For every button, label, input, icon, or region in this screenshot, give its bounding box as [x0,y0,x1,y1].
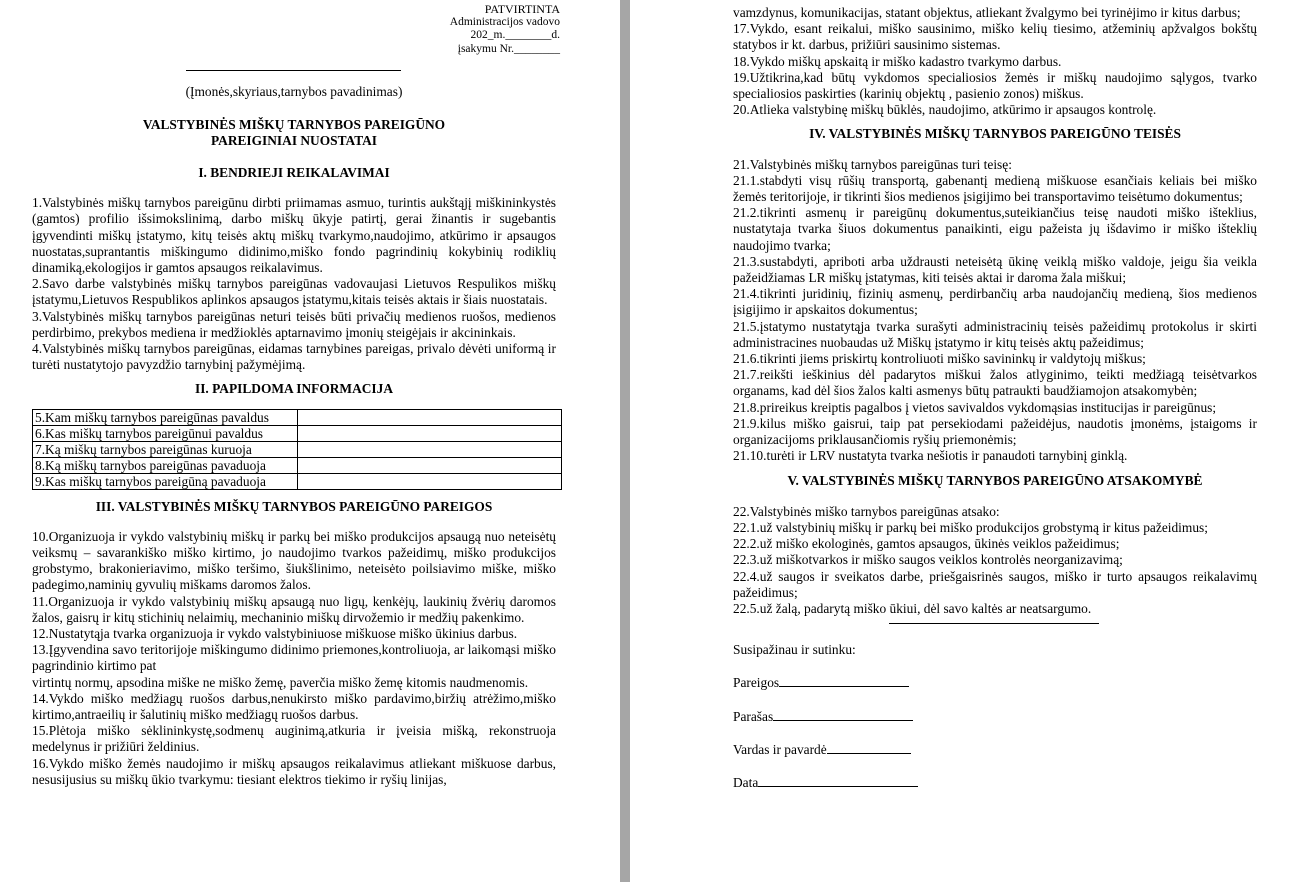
table-cell-value[interactable] [298,409,562,425]
title-line-1: VALSTYBINĖS MIŠKŲ TARNYBOS PAREIGŪNO [142,117,446,132]
paragraph: 17.Vykdo, esant reikalui, miško sausinimo, miško kelių tiesimo, atžeminių apžvalgos bokštų statybos ir kt. darbus, prižiūri sausinimo sistemas. [733,21,1257,53]
paragraph: 22.5.už žalą, padarytą miško ūkiui, dėl savo kaltės ar neatsargumo. [733,600,1092,616]
table-cell-label: 5.Kam miškų tarnybos pareigūnas pavaldus [33,409,298,425]
paragraph: 21.5.įstatymo nustatytąja tvarka surašyti administracinių teisės pažeidimų protokolus ir skirti administracines nuobaudas už Miškų įstatymo ir kitų teisės aktų pažeidimus; [733,318,1257,350]
table-row [33,409,562,425]
paragraph: 11.Organizuoja ir vykdo valstybinių miškų apsaugą nuo ligų, kenkėjų, laukinių žvėrių daromos žalos, gaisrų ir kitų stichinių nelaimių, mechaninio miškų dirvožemio ir medžių pakenkimo. [32,593,556,625]
date-blank[interactable] [758,774,918,787]
paragraph: 14.Vykdo miško medžiagų ruošos darbus,nenukirsto miško pardavimo,biržių atrėžimo,miško kirtimo,antraeilių ir šalutinių miško medžiagų ruošos darbus. [32,690,556,723]
paragraph: 2.Savo darbe valstybinės miškų tarnybos pareigūnas vadovaujasi Lietuvos Respulikos miškų įstatymu,Lietuvos Respublikos aplinkos apsaugos įstatymu,kitais teisės aktais ir šiais nuostatais. [32,276,556,308]
table-row [33,425,562,441]
date-field [733,774,1257,791]
approval-title: PATVIRTINTA [484,2,560,16]
section-5-heading: V. VALSTYBINĖS MIŠKŲ TARNYBOS PAREIGŪNO ATSAKOMYBĖ [787,473,1203,489]
paragraph: 16.Vykdo miško žemės naudojimo ir miškų apsaugos reikalavimus atliekant miškuose darbus, nesusijusius su miškų ūkio tvarkymu: tiesiant elektros tiekimo ir ryšių linijas, [32,755,556,787]
paragraph: virtintų normų, apsodina miške ne miško žemę, paverčia miško žemę kitomis naudmenomis. [32,674,529,690]
document-page-right [630,0,1305,882]
name-blank[interactable] [827,741,911,754]
section-1-heading: I. BENDRIEJI REIKALAVIMAI [198,165,390,180]
paragraph: 22.2.už miško ekologinės, gamtos apsaugos, ūkinės veiklos pažeidimus; [733,536,1120,552]
table-cell-value[interactable] [298,457,562,473]
signature-blank[interactable] [773,708,913,721]
section-2-heading: II. PAPILDOMA INFORMACIJA [194,381,393,397]
paragraph: vamzdynus, komunikacijas, statant objektus, atliekant žvalgymo bei tyrinėjimo ir kitus darbus; [733,5,1241,20]
paragraph: 12.Nustatytąja tvarka organizuoja ir vykdo valstybiniuose miškuose miško ūkinius darbus. [32,626,518,642]
table-row [33,441,562,457]
agreement-label: Susipažinau ir sutinku: [733,642,856,658]
table-cell-value[interactable] [298,473,562,489]
name-label: Vardas ir pavardė [733,741,827,757]
page-gutter [620,0,630,882]
document-page-left [0,0,620,882]
signature-label: Parašas [733,708,774,724]
approval-order-line: įsakymu Nr.________ [457,42,560,55]
section-4-heading: IV. VALSTYBINĖS MIŠKŲ TARNYBOS PAREIGŪNO TEISĖS [809,126,1181,142]
paragraph: 4.Valstybinės miškų tarnybos pareigūnas, eidamas tarnybines pareigas, privalo dėvėti uniformą ir turėti nustatytojo pavyzdžio tarnybinį pažymėjimą. [32,341,556,373]
right-page-content [733,5,1257,791]
paragraph: 22.1.už valstybinių miškų ir parkų bei miško produkcijos grobstymą ir kitus pažeidimus; [733,519,1208,535]
info-table [32,409,562,490]
approval-line: Administracijos vadovo [449,16,560,29]
paragraph: 19.Užtikrina,kad būtų vykdomos specialiosios žemės ir miškų naudojimo sąlygos, tvarko specialiosios paskirties (karinių objektų , pasienio zonos) miškus. [733,69,1257,102]
paragraph: 21.9.kilus miško gaisrui, taip pat persekiodami pažeidėjus, naudotis įmonėms, įstaigoms ir organizacijoms priklausančiomis ryšių priemonėmis; [733,415,1257,448]
paragraph: 21.2.tikrinti asmenų ir pareigūnų dokumentus,suteikiančius teisę naudoti miško išteklius, nustatytaja tvarka šiuos dokumentus panaikinti, eigu pažeista jų išdavimo ir miško išteklių naudojimo tvarka; [733,205,1257,253]
section-3-heading: III. VALSTYBINĖS MIŠKŲ TARNYBOS PAREIGŪNO PAREIGOS [95,498,493,514]
paragraph: 21.8.prireikus kreiptis pagalbos į vietos savivaldos vykdomąsias institucijas ir pareigūnus; [733,399,1217,415]
paragraph: 10.Organizuoja ir vykdo valstybinių miškų ir parkų bei miško produkcijos apsaugą nuo neteisėtų veiksmų – savarankiško miško kirtimo, jo naudojimo tvarkos pažeidimų, miško produkcijos grobstymo, brakonieriavimo, miško teršimo, šiukšlinimo, neteisėto poilsiavimo miške, miško padegimo,naminių gyvulių miškams daromos žalos. [32,528,556,593]
table-cell-label: 9.Kas miškų tarnybos pareigūną pavaduoja [33,473,298,489]
title-line-2: PAREIGINIAI NUOSTATAI [210,133,378,149]
table-cell-value[interactable] [298,425,562,441]
table-row [33,473,562,489]
signature-field [733,708,1257,725]
paragraph: 22.Valstybinės miško tarnybos pareigūnas atsako: [733,503,1000,519]
paragraph: 22.4.už saugos ir sveikatos darbe, priešgaisrinės saugos, miško ir turto apsaugos reikalavimų pažeidimus; [733,568,1257,600]
paragraph: 21.6.tikrinti jiems priskirtų kontroliuoti miško savininkų ir valdytojų miškus; [733,351,1146,367]
paragraph: 3.Valstybinės miškų tarnybos pareigūnas neturi teisės būti privačių medienos ruošos, medienos perdirbimo, prekybos mediena ir medžioklės aptarnavimo įmonių steigėjais ir akcininkais. [32,308,556,340]
table-cell-label: 8.Ką miškų tarnybos pareigūnas pavaduoja [33,457,298,473]
paragraph: 1.Valstybinės miškų tarnybos pareigūnu dirbti priimamas asmuo, turintis aukštąjį miškininkystės (gamtos) profilio išsimokslinimą, darbo miškų ūkyje patirtį, gerai žinantis ir sugebantis įgyvendinti miškų įstatymo, kitų teisės aktų miškų tvarkymo,naudojimo, atkūrimo ir apsaugos nuostatas,suprantantis miškingumo didinimo,miško fondo pagrindinių kokybinių rodiklių dinamiką,ekologijos ir gamtos apsaugos reikalavimus. [32,195,556,276]
paragraph: 22.3.už miškotvarkos ir miško saugos veiklos kontrolės neorganizavimą; [733,552,1123,568]
org-name-label: (Įmonės,skyriaus,tarnybos pavadinimas) [185,84,403,99]
approval-date-line: 202_m.________d. [470,29,560,42]
paragraph: 21.4.tikrinti juridinių, fizinių asmenų, perdirbančių arba naudojančių medieną, šios medienos įsigijimo ir apskaitos dokumentus; [733,286,1257,318]
org-name-line [186,70,401,71]
paragraph: 20.Atlieka valstybinę miškų būklės, naudojimo, atkūrimo ir apsaugos kontrolę. [733,102,1157,118]
paragraph: 21.10.turėti ir LRV nustatyta tvarka nešiotis ir panaudoti tarnybinį ginklą. [733,448,1128,464]
paragraph: 21.7.reikšti ieškinius dėl padarytos miškui žalos atlyginimo, teikti medžiagą teisėtvarkos organams, kad dėl šios žalos kalti asmenys būtų patraukti baudžiamojon atsakomybėn; [733,367,1257,399]
table-row [33,457,562,473]
paragraph: 21.Valstybinės miškų tarnybos pareigūnas turi teisę: [733,156,1012,172]
document-title [32,117,556,149]
table-cell-value[interactable] [298,441,562,457]
table-cell-label: 6.Kas miškų tarnybos pareigūnui pavaldus [33,425,298,441]
paragraph: 21.1.stabdyti visų rūšių transportą, gabenantį medieną miškuose esančiais keliais bei miško žemės teritorijoje, ir tikrinti šios medienos įsigijimo bei transportavimo teisėtumo dokumentus; [733,172,1257,205]
paragraph: 15.Plėtoja miško sėklininkystę,sodmenų auginimą,atkuria ir įveisia mišką, rekonstruoja medelynus ir prižiūri želdinius. [32,723,556,755]
name-field [733,741,1257,758]
position-label: Pareigos [733,675,780,691]
left-page-content [32,165,556,788]
paragraph: 18.Vykdo miškų apskaitą ir miško kadastro tvarkymo darbus. [733,53,1062,69]
approval-block [435,3,560,56]
position-blank[interactable] [779,674,909,687]
paragraph: 13.Įgyvendina savo teritorijoje miškingumo didinimo priemones,kontroliuoja, ar laikomąsi miško pagrindinio kirtimo pat [32,642,556,674]
paragraph: 21.3.sustabdyti, apriboti arba uždrausti neteisėtą ūkinę veiklą miško valdoje, jeigu šia veikla pažeidžiamas LR miškų įstatymas, kiti teisės aktai ir daroma žala miškui; [733,253,1257,286]
table-cell-label: 7.Ką miškų tarnybos pareigūnas kuruoja [33,441,298,457]
position-field [733,674,1257,691]
date-label: Data [733,774,759,790]
